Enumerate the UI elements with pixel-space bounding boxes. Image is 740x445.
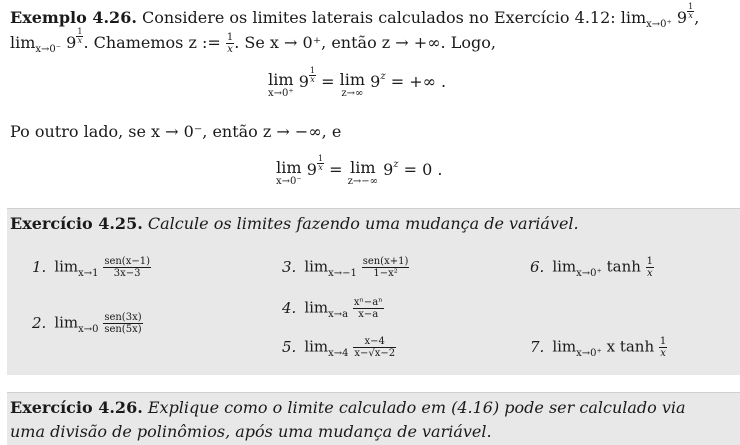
- exercise-item-6: 6. $\lim_{x\to 0^+} \tanh$ $\frac{1}{x}$: [530, 256, 654, 279]
- lim-symbol: lim: [10, 33, 36, 52]
- example-text-2: . Chamemos z :=: [83, 33, 221, 52]
- exercise-item-5: 5. $\lim_{x\to 4}$ $\frac{x-4}{x-√x-2}$: [282, 336, 396, 359]
- exponent-fraction: $\frac{1}{x}$: [688, 2, 694, 20]
- display-result: = 0 .: [403, 160, 443, 179]
- lim-left: lim x→0⁻: [276, 158, 302, 187]
- exercise-4-25-heading: [10, 214, 579, 233]
- exercise-4-26-line-2: uma divisão de polinômios, após uma mudança de variável.: [10, 422, 492, 441]
- z-definition-fraction: $\frac{1}{x}$: [226, 32, 234, 55]
- exercise-item-3: 3. $\lim_{x\to-1}$ $\frac{\text{sen(x+1)}}{\text{1−x²}}$: [282, 256, 409, 279]
- lim-subscript: x→0⁻: [35, 44, 62, 55]
- base-nine: 9: [66, 33, 77, 52]
- exercise-item-7: 7. $\lim_{x\to 0^+} x$ tanh $\frac{1}{x}$: [530, 336, 667, 359]
- base-nine: 9: [676, 8, 688, 27]
- exercise-text-1: Explique como o limite calculado em (4.16) pode ser calculado via: [147, 398, 686, 417]
- lim-right: lim z→∞: [339, 70, 366, 99]
- display-result: = +∞ .: [390, 72, 447, 91]
- exercise-label: Exercício 4.26.: [10, 398, 143, 417]
- example-text-1: Considere os limites laterais calculados no Exercício 4.12:: [141, 8, 616, 27]
- example-label: Exemplo 4.26.: [10, 8, 137, 27]
- exercise-item-2: 2. $\lim_{x\to 0}$ $\frac{\text{sen(3x)}}{\text{sen(5x)}}$: [32, 312, 142, 335]
- exercise-text: Calcule os limites fazendo uma mudança de variável.: [147, 214, 579, 233]
- example-line-1: Exemplo 4.26. Considere os limites laterais calculados no Exercício 4.12: $\lim_{x\to 0^+} 9$ $\frac{1}{x}$ ,: [10, 2, 700, 30]
- display-equation-1: lim x→0⁺ 9 $\frac{1}{x}$ = lim z→∞ 9$^z$ = +∞ .: [268, 66, 447, 99]
- example-middle-line: Po outro lado, se x → 0⁻, então z → −∞, e: [10, 122, 342, 141]
- example-text-3: . Se x → 0⁺, então z → +∞. Logo,: [234, 33, 496, 52]
- exponent-fraction: $\frac{1}{x}$: [77, 27, 83, 45]
- exercise-4-26-line-1: [10, 398, 686, 417]
- lim-subscript: x→0⁺: [646, 19, 672, 30]
- exercise-item-4: 4. $\lim_{x\to a}$ $\frac{\text{xⁿ−aⁿ}}{x-a}$: [282, 297, 383, 320]
- lim-left: lim x→0⁺: [268, 70, 294, 99]
- exercise-label: Exercício 4.25.: [10, 214, 143, 233]
- exercise-item-1: 1. $\lim_{x\to 1}$ $\frac{\text{sen(x−1)}}{3x-3}$: [32, 256, 150, 279]
- lim-right: lim z→−∞: [347, 158, 378, 187]
- example-line-2: [10, 27, 496, 55]
- lim-symbol: lim: [620, 8, 647, 27]
- display-equation-2: lim x→0⁻ 9 $\frac{1}{x}$ = lim z→−∞ 9$^z$ = 0 .: [276, 154, 443, 187]
